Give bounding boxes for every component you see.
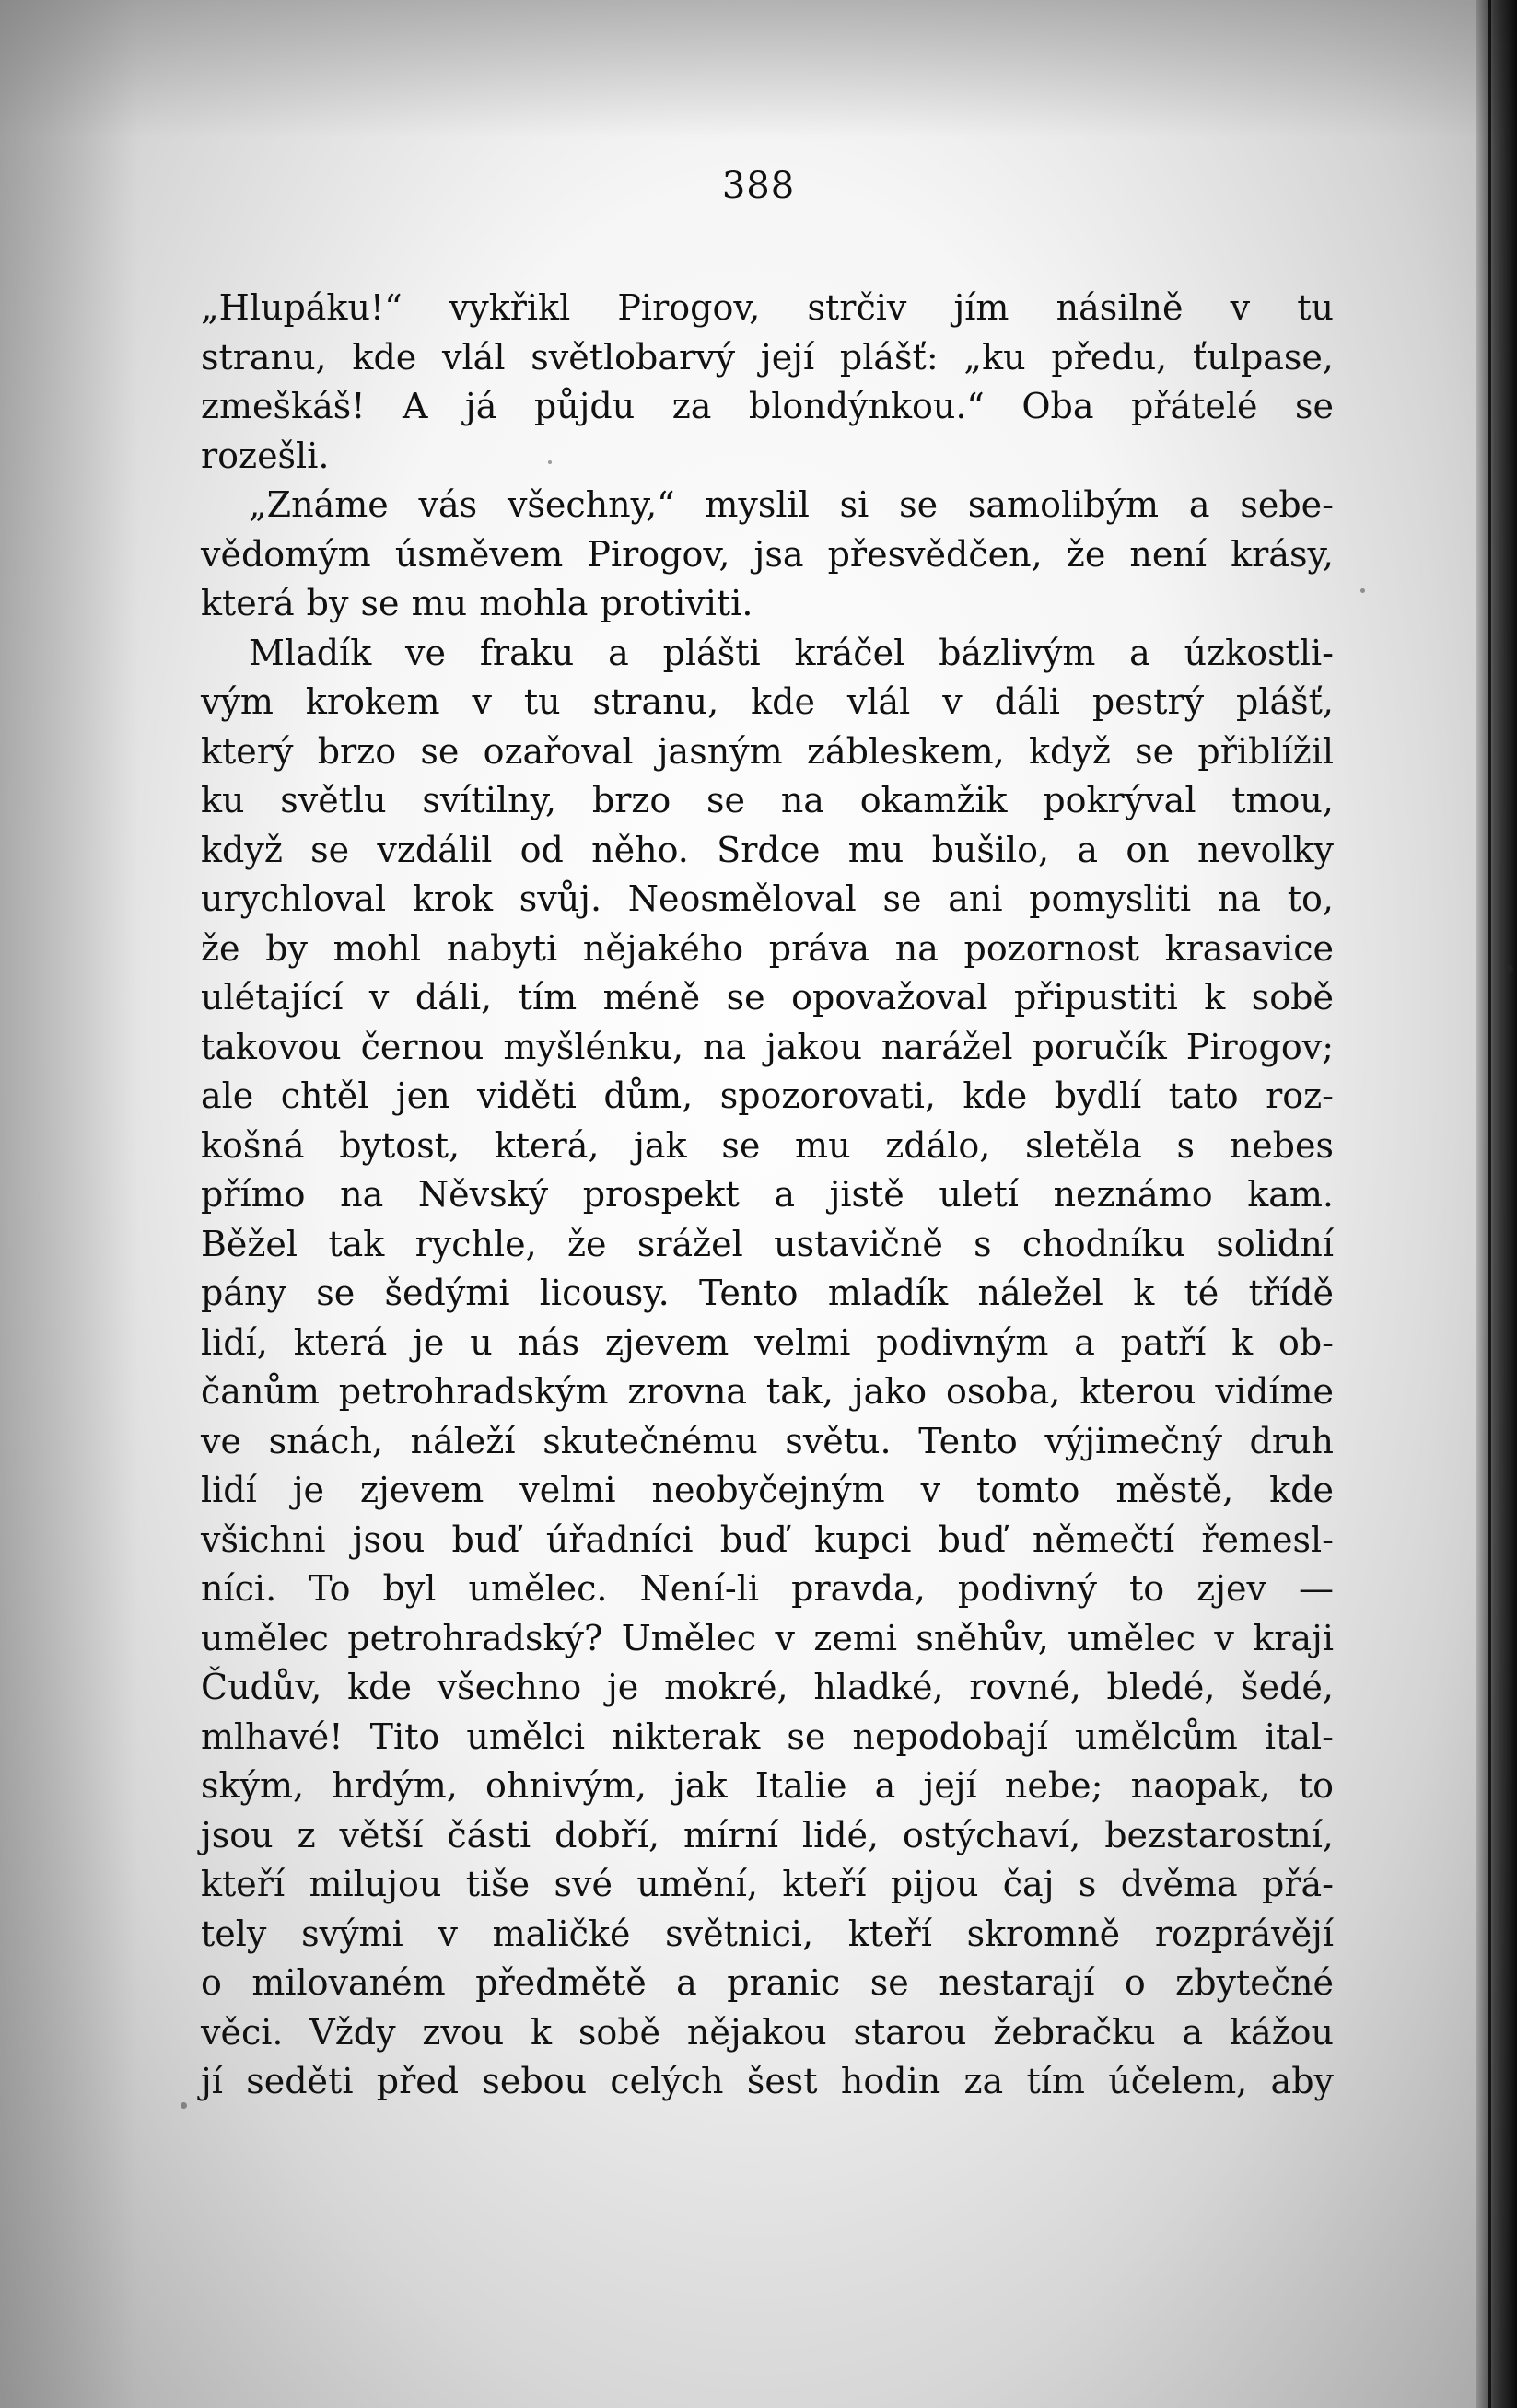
text-line-9: vým krokem v tu stranu, kde vlál v dáli pestrý plášť, — [201, 681, 1334, 722]
text-line-30: mlhavé! Tito umělci nikterak se nepodobají umělcům ital- — [201, 1716, 1334, 1757]
text-line-13: urychloval krok svůj. Neosměloval se ani pomysliti na to, — [201, 878, 1334, 919]
text-line-15: ulétající v dáli, tím méně se opovažoval připustiti k sobě — [201, 977, 1334, 1018]
text-line-33: kteří milujou tiše své umění, kteří pijou čaj s dvěma přá- — [201, 1864, 1334, 1904]
text-line-32: jsou z větší části dobří, mírní lidé, ostýchaví, bezstarostní, — [201, 1814, 1334, 1855]
text-line-19: přímo na Něvský prospekt a jistě uletí neznámo kam. — [201, 1174, 1334, 1215]
text-line-37: jí seděti před sebou celých šest hodin za tím účelem, aby — [201, 2061, 1334, 2101]
text-line-25: lidí je zjevem velmi neobyčejným v tomto městě, kde — [201, 1470, 1334, 1510]
text-line-36: věci. Vždy zvou k sobě nějakou starou žebračku a kážou — [201, 2011, 1334, 2053]
text-line-23: čanům petrohradským zrovna tak, jako osoba, kterou vidíme — [201, 1371, 1334, 1412]
dust-speck — [181, 2102, 187, 2109]
text-line-35: o milovaném předmětě a pranic se nestarají o zbytečné — [201, 1962, 1334, 2003]
text-line-27: níci. To byl umělec. Není-li pravda, podivný to zjev — — [201, 1568, 1334, 1609]
text-line-17: ale chtěl jen viděti dům, spozorovati, kde bydlí tato roz- — [201, 1076, 1334, 1116]
text-line-22: lidí, která je u nás zjevem velmi podivným a patří k ob- — [201, 1321, 1334, 1363]
text-line-20: Běžel tak rychle, že srážel ustavičně s chodníku solidní — [201, 1223, 1334, 1264]
text-line-1: „Hlupáku!“ vykřikl Pirogov, strčiv jím násilně v tu — [201, 287, 1334, 328]
text-line-10: který brzo se ozařoval jasným zábleskem, když se přiblížil — [201, 730, 1334, 772]
dust-speck — [1360, 588, 1365, 593]
text-line-3: zmeškáš! A já půjdu za blondýnkou.“ Oba přátelé se — [201, 386, 1334, 426]
text-line-7: která by se mu mohla protiviti. — [201, 583, 753, 623]
page-number: 388 — [721, 165, 796, 207]
text-line-21: pány se šedými licousy. Tento mladík náležel k té třídě — [201, 1273, 1334, 1313]
text-line-16: takovou černou myšlénku, na jakou narážel poručík Pirogov; — [201, 1026, 1334, 1067]
text-line-18: košná bytost, která, jak se mu zdálo, sletěla s nebes — [201, 1124, 1334, 1166]
text-line-8: Mladík ve fraku a plášti kráčel bázlivým a úzkostli- — [249, 632, 1334, 673]
text-line-34: tely svými v maličké světnici, kteří skromně rozprávějí — [201, 1913, 1334, 1954]
main-text — [201, 284, 1334, 2107]
right-page-edge-shadow — [1476, 0, 1517, 2408]
text-line-11: ku světlu svítilny, brzo se na okamžik pokrýval tmou, — [201, 780, 1334, 820]
top-scan-shadow — [0, 0, 1517, 138]
text-line-28: umělec petrohradský? Umělec v zemi sněhův, umělec v kraji — [201, 1617, 1334, 1658]
text-line-29: Čudův, kde všechno je mokré, hladké, rovné, bledé, šedé, — [201, 1667, 1334, 1707]
left-scan-shadow — [0, 0, 138, 2408]
text-line-14: že by mohl nabyti nějakého práva na pozornost krasavice — [201, 927, 1334, 969]
text-line-4: rozešli. — [201, 435, 330, 476]
text-line-5: „Známe vás všechny,“ myslil si se samolibým a sebe- — [249, 484, 1334, 525]
text-line-6: vědomým úsměvem Pirogov, jsa přesvědčen, že není krásy, — [201, 533, 1334, 575]
text-line-26: všichni jsou buď úřadníci buď kupci buď němečtí řemesl- — [201, 1518, 1334, 1560]
page-fold-line — [1488, 0, 1491, 2408]
dust-speck — [1506, 965, 1513, 972]
text-line-12: když se vzdálil od něho. Srdce mu bušilo, a on nevolky — [201, 829, 1334, 870]
text-line-31: ským, hrdým, ohnivým, jak Italie a její nebe; naopak, to — [201, 1765, 1334, 1806]
text-line-2: stranu, kde vlál světlobarvý její plášť: „ku předu, ťulpase, — [201, 336, 1334, 378]
text-line-24: ve snách, náleží skutečnému světu. Tento výjimečný druh — [201, 1420, 1334, 1461]
